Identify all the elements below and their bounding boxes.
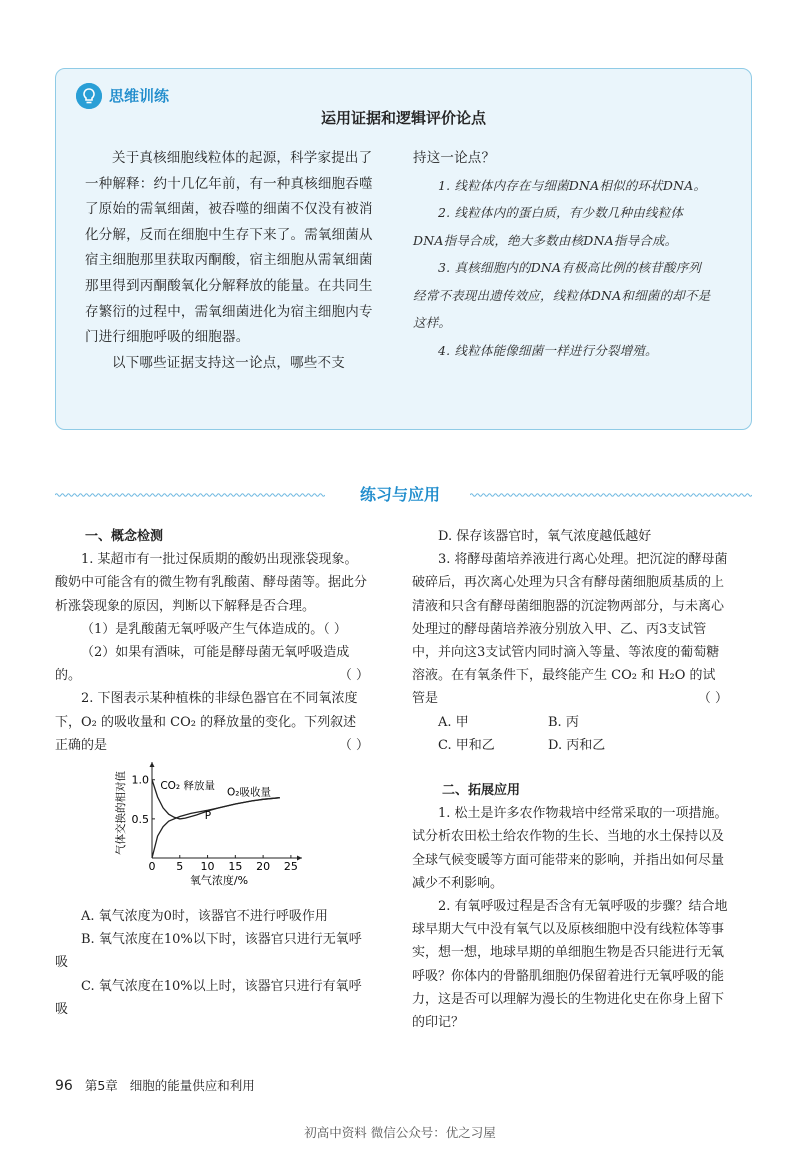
question-2: 2. 下图表示某种植株的非绿色器官在不同氧浓度下，O₂ 的吸收量和 CO₂ 的释放量的变化。下列叙述正确的是 （ ） bbox=[55, 691, 369, 753]
chapter-title: 细胞的能量供应和利用 bbox=[129, 1078, 255, 1093]
question-1: 1. 某超市有一批过保质期的酸奶出现涨袋现象。酸奶中可能含有的微生物有乳酸菌、酵母菌等。据此分析涨袋现象的原因，判断以下解释是否合理。 bbox=[55, 552, 368, 614]
lightbulb-icon bbox=[76, 83, 102, 109]
question-1a: （1）是乳酸菌无氧呼吸产生气体造成的。（ ） bbox=[81, 621, 347, 637]
box-label: 思维训练 bbox=[109, 87, 170, 105]
x-tick-label: 25 bbox=[283, 860, 298, 873]
question-3: 3. 将酵母菌培养液进行离心处理。把沉淀的酵母菌破碎后，再次离心处理为只含有酵母菌细胞质基质的上清液和只含有酵母菌细胞器的沉淀物两部分，与未离心处理过的酵母菌培养液分别放入甲、乙、丙3支试管中，并向这3支试管内同时滴入等量、等浓度的葡萄糖溶液。在有氧条件下，最终能产生 CO₂ 和 H₂O 的试管是 （ ） bbox=[412, 552, 728, 707]
practice-right-column bbox=[412, 525, 728, 1034]
x-tick-label: 0 bbox=[148, 860, 156, 873]
thinking-training-box bbox=[55, 68, 752, 430]
box-right-column bbox=[413, 146, 713, 364]
page-number: 96 bbox=[55, 1078, 73, 1094]
option-b: B. 氧气浓度在10%以下时，该器官只进行无氧呼吸 bbox=[55, 932, 362, 971]
extension-2: 2. 有氧呼吸过程是否含有无氧呼吸的步骤？结合地球早期大气中没有氧气以及原核细胞中没有线粒体等事实，想一想，地球早期的单细胞生物是否只能进行无氧呼吸？你体内的骨骼肌细胞仍保留着进行无氧呼吸的能力，这是否可以理解为漫长的生物进化史在你身上留下的印记？ bbox=[412, 899, 728, 1031]
option-c: C. 甲和乙 bbox=[438, 737, 495, 753]
box-left-column bbox=[85, 146, 374, 376]
page-footer bbox=[55, 1076, 255, 1094]
x-axis-label: 氧气浓度/% bbox=[189, 874, 249, 887]
paragraph: 持这一论点？ bbox=[413, 150, 496, 166]
watermark: 初高中资料 微信公众号：优之习屋 bbox=[304, 1125, 496, 1140]
question-3-options bbox=[412, 711, 728, 757]
box-title: 运用证据和逻辑评价论点 bbox=[320, 109, 486, 127]
y-tick-label: 0.5 bbox=[131, 812, 149, 826]
paragraph: 关于真核细胞线粒体的起源，科学家提出了一种解释：约十几亿年前，有一种真核细胞吞噬了原始的需氧细菌，被吞噬的细菌不仅没有被消化分解，反而在细胞中生存下来了。需氧细菌从宿主细胞那里获取丙酮酸，宿主细胞从需氧细菌那里得到丙酮酸氧化分解释放的能量。在共同生存繁衍的过程中，需氧细菌进化为宿主细胞内专门进行细胞呼吸的细胞器。 bbox=[85, 150, 373, 346]
y-axis-label: 气体交换的相对值 bbox=[115, 771, 127, 855]
option-d: D. 保存该器官时，氧气浓度越低越好 bbox=[438, 529, 652, 544]
question-1b: （2）如果有酒味，可能是酵母菌无氧呼吸造成的。 （ ） bbox=[55, 645, 369, 684]
series-label-o2: O₂吸收量 bbox=[227, 786, 271, 799]
y-tick-label: 1.0 bbox=[131, 773, 149, 787]
x-tick-label: 15 bbox=[228, 860, 243, 873]
evidence-item: 1. 线粒体内存在与细菌DNA相似的环状DNA。 bbox=[438, 177, 707, 193]
oxygen-chart bbox=[110, 758, 310, 893]
option-d: D. 丙和乙 bbox=[548, 737, 606, 753]
option-a: A. 氧气浓度为0时，该器官不进行呼吸作用 bbox=[81, 909, 328, 924]
option-a: A. 甲 bbox=[438, 714, 469, 730]
extension-1: 1. 松土是许多农作物栽培中经常采取的一项措施。试分析农田松土给农作物的生长、当地的水土保持以及全球气候变暖等方面可能带来的影响，并指出如何尽量减少不利影响。 bbox=[412, 806, 728, 891]
evidence-item: 3. 真核细胞内的DNA有极高比例的核苷酸序列经常不表现出遗传效应，线粒体DNA和细菌的却不是这样。 bbox=[413, 260, 711, 331]
series-label-co2: CO₂ 释放量 bbox=[160, 780, 215, 793]
section-title: 练习与应用 bbox=[359, 485, 440, 504]
chapter-number: 第5章 bbox=[84, 1078, 118, 1093]
question-2-options bbox=[55, 905, 369, 1021]
evidence-item: 4. 线粒体能像细菌一样进行分裂增殖。 bbox=[438, 342, 658, 358]
paragraph: 以下哪些证据支持这一论点，哪些不支 bbox=[112, 354, 345, 371]
practice-left-column bbox=[55, 525, 369, 757]
section-heading: 二、拓展应用 bbox=[442, 783, 521, 799]
x-tick-label: 10 bbox=[200, 860, 215, 873]
y-axis-arrow bbox=[150, 762, 155, 767]
option-c: C. 氧气浓度在10%以上时，该器官只进行有氧呼吸 bbox=[55, 978, 362, 1017]
section-heading: 一、概念检测 bbox=[85, 529, 164, 544]
option-b: B. 丙 bbox=[548, 714, 579, 730]
x-tick-label: 5 bbox=[176, 860, 184, 873]
x-tick-label: 20 bbox=[256, 860, 271, 873]
evidence-item: 2. 线粒体内的蛋白质，有少数几种由线粒体DNA指导合成，绝大多数由核DNA指导合成。 bbox=[413, 205, 684, 248]
series-line bbox=[152, 798, 280, 858]
point-label-p: P bbox=[204, 809, 212, 822]
